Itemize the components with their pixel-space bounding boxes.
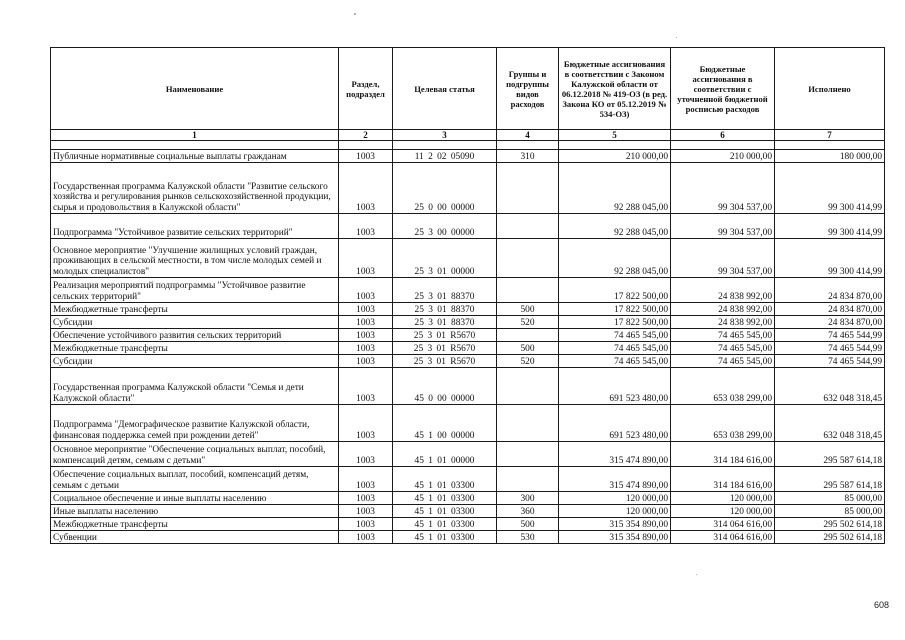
row-law-budget-cell: 92 288 045,00 — [559, 163, 671, 214]
row-executed-cell: 632 048 318,45 — [775, 368, 885, 405]
row-expense-group-cell — [497, 442, 559, 467]
row-target-article-cell: 25 3 00 00000 — [393, 214, 497, 239]
table-row — [51, 316, 885, 329]
scan-speck — [676, 37, 677, 38]
row-section-cell: 1003 — [339, 214, 393, 239]
row-executed-cell: 295 502 614,18 — [775, 531, 885, 544]
header-refined-budget: Бюджетные ассигнования в соответствии с уточненной бюджетной росписью расходов — [671, 48, 775, 130]
row-law-budget-cell: 92 288 045,00 — [559, 214, 671, 239]
header-target-article: Целевая статья — [393, 48, 497, 130]
header-name: Наименование — [51, 48, 339, 130]
row-expense-group-cell: 500 — [497, 518, 559, 531]
row-law-budget-cell: 315 474 890,00 — [559, 467, 671, 492]
table-row — [51, 531, 885, 544]
row-refined-budget-cell: 74 465 545,00 — [671, 342, 775, 355]
table-row — [51, 342, 885, 355]
row-refined-budget-cell: 314 184 616,00 — [671, 442, 775, 467]
row-executed-cell: 85 000,00 — [775, 505, 885, 518]
row-target-article-cell: 45 1 01 00000 — [393, 442, 497, 467]
row-executed-cell: 85 000,00 — [775, 492, 885, 505]
row-target-article-cell: 25 3 01 R5670 — [393, 342, 497, 355]
table-body — [51, 141, 885, 544]
row-target-article-cell: 25 3 01 88370 — [393, 303, 497, 316]
row-refined-budget-cell: 24 838 992,00 — [671, 316, 775, 329]
row-refined-budget-cell: 99 304 537,00 — [671, 163, 775, 214]
header-executed: Исполнено — [775, 48, 885, 130]
row-expense-group-cell: 310 — [497, 150, 559, 163]
row-law-budget-cell: 17 822 500,00 — [559, 316, 671, 329]
row-expense-group-cell: 520 — [497, 316, 559, 329]
column-number: 7 — [775, 130, 885, 141]
column-number: 2 — [339, 130, 393, 141]
header-law-budget: Бюджетные ассигнования в соответствии с Законом Калужской области от 06.12.2018 № 419-ОЗ (в ред. Закона КО от 05.12.2019 № 534-ОЗ) — [559, 48, 671, 130]
row-section-cell: 1003 — [339, 368, 393, 405]
row-target-article-cell: 25 0 00 00000 — [393, 163, 497, 214]
row-target-article-cell: 45 1 00 00000 — [393, 405, 497, 442]
scan-speck — [696, 574, 697, 575]
row-expense-group-cell: 530 — [497, 531, 559, 544]
row-executed-cell: 24 834 870,00 — [775, 278, 885, 303]
header-expense-group: Группы и подгруппы видов расходов — [497, 48, 559, 130]
row-refined-budget-cell: 210 000,00 — [671, 150, 775, 163]
row-target-article-cell: 45 1 01 03300 — [393, 467, 497, 492]
table-row — [51, 303, 885, 316]
row-refined-budget-cell: 24 838 992,00 — [671, 278, 775, 303]
row-law-budget-cell: 17 822 500,00 — [559, 278, 671, 303]
row-name-cell: Основное мероприятие "Обеспечение социальных выплат, пособий, компенсаций детям, семьям с детьми" — [51, 442, 339, 467]
page-number: 608 — [873, 600, 889, 610]
row-expense-group-cell — [497, 467, 559, 492]
row-section-cell: 1003 — [339, 303, 393, 316]
table-row — [51, 329, 885, 342]
row-law-budget-cell: 120 000,00 — [559, 492, 671, 505]
row-law-budget-cell: 92 288 045,00 — [559, 239, 671, 278]
row-refined-budget-cell: 99 304 537,00 — [671, 239, 775, 278]
row-expense-group-cell — [497, 278, 559, 303]
row-law-budget-cell: 17 822 500,00 — [559, 303, 671, 316]
row-law-budget-cell: 74 465 545,00 — [559, 342, 671, 355]
row-name-cell: Иные выплаты населению — [51, 505, 339, 518]
header-section: Раздел, подраздел — [339, 48, 393, 130]
table-row — [51, 368, 885, 405]
row-target-article-cell: 25 3 01 88370 — [393, 278, 497, 303]
table-row — [51, 355, 885, 368]
row-section-cell: 1003 — [339, 505, 393, 518]
row-name-cell: Субвенции — [51, 531, 339, 544]
row-target-article-cell: 45 1 01 03300 — [393, 531, 497, 544]
row-section-cell: 1003 — [339, 492, 393, 505]
row-section-cell: 1003 — [339, 442, 393, 467]
row-name-cell: Основное мероприятие "Улучшение жилищных условий граждан, проживающих в сельской местности, в том числе молодых семей и молодых специалистов" — [51, 239, 339, 278]
row-law-budget-cell: 691 523 480,00 — [559, 405, 671, 442]
row-executed-cell: 99 300 414,99 — [775, 239, 885, 278]
row-executed-cell: 295 587 614,18 — [775, 467, 885, 492]
row-target-article-cell: 45 1 01 03300 — [393, 518, 497, 531]
row-name-cell: Межбюджетные трансферты — [51, 518, 339, 531]
budget-execution-table — [50, 47, 885, 544]
row-refined-budget-cell: 120 000,00 — [671, 505, 775, 518]
row-expense-group-cell — [497, 163, 559, 214]
spacer-row — [51, 141, 885, 150]
row-refined-budget-cell: 24 838 992,00 — [671, 303, 775, 316]
row-law-budget-cell: 74 465 545,00 — [559, 355, 671, 368]
row-expense-group-cell — [497, 239, 559, 278]
row-section-cell: 1003 — [339, 355, 393, 368]
row-executed-cell: 74 465 544,99 — [775, 355, 885, 368]
row-section-cell: 1003 — [339, 239, 393, 278]
table-row — [51, 214, 885, 239]
row-refined-budget-cell: 653 038 299,00 — [671, 368, 775, 405]
row-target-article-cell: 45 0 00 00000 — [393, 368, 497, 405]
row-name-cell: Обеспечение социальных выплат, пособий, компенсаций детям, семьям с детьми — [51, 467, 339, 492]
row-name-cell: Межбюджетные трансферты — [51, 342, 339, 355]
row-refined-budget-cell: 314 064 616,00 — [671, 518, 775, 531]
row-refined-budget-cell: 120 000,00 — [671, 492, 775, 505]
table-row — [51, 505, 885, 518]
row-refined-budget-cell: 74 465 545,00 — [671, 355, 775, 368]
row-target-article-cell: 25 3 01 R5670 — [393, 355, 497, 368]
row-name-cell: Подпрограмма "Демографическое развитие Калужской области, финансовая поддержка семей при рождении детей" — [51, 405, 339, 442]
column-number: 3 — [393, 130, 497, 141]
table-row — [51, 492, 885, 505]
row-expense-group-cell — [497, 214, 559, 239]
row-name-cell: Обеспечение устойчивого развития сельских территорий — [51, 329, 339, 342]
table-row — [51, 518, 885, 531]
row-executed-cell: 180 000,00 — [775, 150, 885, 163]
row-name-cell: Государственная программа Калужской области "Развитие сельского хозяйства и регулирования рынков сельскохозяйственной продукции, сырья и продовольствия в Калужской области" — [51, 163, 339, 214]
column-number: 5 — [559, 130, 671, 141]
row-section-cell: 1003 — [339, 278, 393, 303]
row-refined-budget-cell: 74 465 545,00 — [671, 329, 775, 342]
row-law-budget-cell: 315 354 890,00 — [559, 518, 671, 531]
column-number: 4 — [497, 130, 559, 141]
table-row — [51, 239, 885, 278]
row-law-budget-cell: 210 000,00 — [559, 150, 671, 163]
column-number: 1 — [51, 130, 339, 141]
row-expense-group-cell — [497, 368, 559, 405]
row-section-cell: 1003 — [339, 405, 393, 442]
row-name-cell: Субсидии — [51, 316, 339, 329]
table-row — [51, 163, 885, 214]
row-section-cell: 1003 — [339, 531, 393, 544]
row-refined-budget-cell: 314 184 616,00 — [671, 467, 775, 492]
table-row — [51, 442, 885, 467]
table-row — [51, 278, 885, 303]
row-name-cell: Государственная программа Калужской области "Семья и дети Калужской области" — [51, 368, 339, 405]
scan-speck — [354, 13, 356, 15]
row-executed-cell: 99 300 414,99 — [775, 163, 885, 214]
row-name-cell: Межбюджетные трансферты — [51, 303, 339, 316]
row-section-cell: 1003 — [339, 467, 393, 492]
row-expense-group-cell — [497, 329, 559, 342]
row-section-cell: 1003 — [339, 329, 393, 342]
row-executed-cell: 74 465 544,99 — [775, 342, 885, 355]
table-row — [51, 405, 885, 442]
row-target-article-cell: 45 1 01 03300 — [393, 492, 497, 505]
row-executed-cell: 74 465 544,99 — [775, 329, 885, 342]
row-expense-group-cell — [497, 405, 559, 442]
row-law-budget-cell: 691 523 480,00 — [559, 368, 671, 405]
row-law-budget-cell: 74 465 545,00 — [559, 329, 671, 342]
row-executed-cell: 24 834 870,00 — [775, 303, 885, 316]
table-header-row — [51, 48, 885, 130]
row-target-article-cell: 45 1 01 03300 — [393, 505, 497, 518]
row-target-article-cell: 25 3 01 R5670 — [393, 329, 497, 342]
row-executed-cell: 295 587 614,18 — [775, 442, 885, 467]
row-section-cell: 1003 — [339, 342, 393, 355]
row-expense-group-cell: 500 — [497, 342, 559, 355]
row-target-article-cell: 25 3 01 88370 — [393, 316, 497, 329]
row-law-budget-cell: 120 000,00 — [559, 505, 671, 518]
table-row — [51, 467, 885, 492]
column-number: 6 — [671, 130, 775, 141]
row-expense-group-cell: 300 — [497, 492, 559, 505]
row-refined-budget-cell: 99 304 537,00 — [671, 214, 775, 239]
row-expense-group-cell: 500 — [497, 303, 559, 316]
row-section-cell: 1003 — [339, 150, 393, 163]
row-name-cell: Реализация мероприятий подпрограммы "Устойчивое развитие сельских территорий" — [51, 278, 339, 303]
row-expense-group-cell: 360 — [497, 505, 559, 518]
row-law-budget-cell: 315 354 890,00 — [559, 531, 671, 544]
table-row — [51, 150, 885, 163]
row-name-cell: Субсидии — [51, 355, 339, 368]
row-name-cell: Публичные нормативные социальные выплаты гражданам — [51, 150, 339, 163]
row-name-cell: Подпрограмма "Устойчивое развитие сельских территорий" — [51, 214, 339, 239]
row-section-cell: 1003 — [339, 518, 393, 531]
column-number-row — [51, 130, 885, 141]
row-executed-cell: 99 300 414,99 — [775, 214, 885, 239]
row-refined-budget-cell: 653 038 299,00 — [671, 405, 775, 442]
row-target-article-cell: 25 3 01 00000 — [393, 239, 497, 278]
row-expense-group-cell: 520 — [497, 355, 559, 368]
budget-table-sheet — [50, 47, 884, 544]
row-section-cell: 1003 — [339, 163, 393, 214]
row-section-cell: 1003 — [339, 316, 393, 329]
row-executed-cell: 295 502 614,18 — [775, 518, 885, 531]
row-name-cell: Социальное обеспечение и иные выплаты населению — [51, 492, 339, 505]
row-target-article-cell: 11 2 02 05090 — [393, 150, 497, 163]
row-law-budget-cell: 315 474 890,00 — [559, 442, 671, 467]
row-executed-cell: 24 834 870,00 — [775, 316, 885, 329]
row-refined-budget-cell: 314 064 616,00 — [671, 531, 775, 544]
row-executed-cell: 632 048 318,45 — [775, 405, 885, 442]
